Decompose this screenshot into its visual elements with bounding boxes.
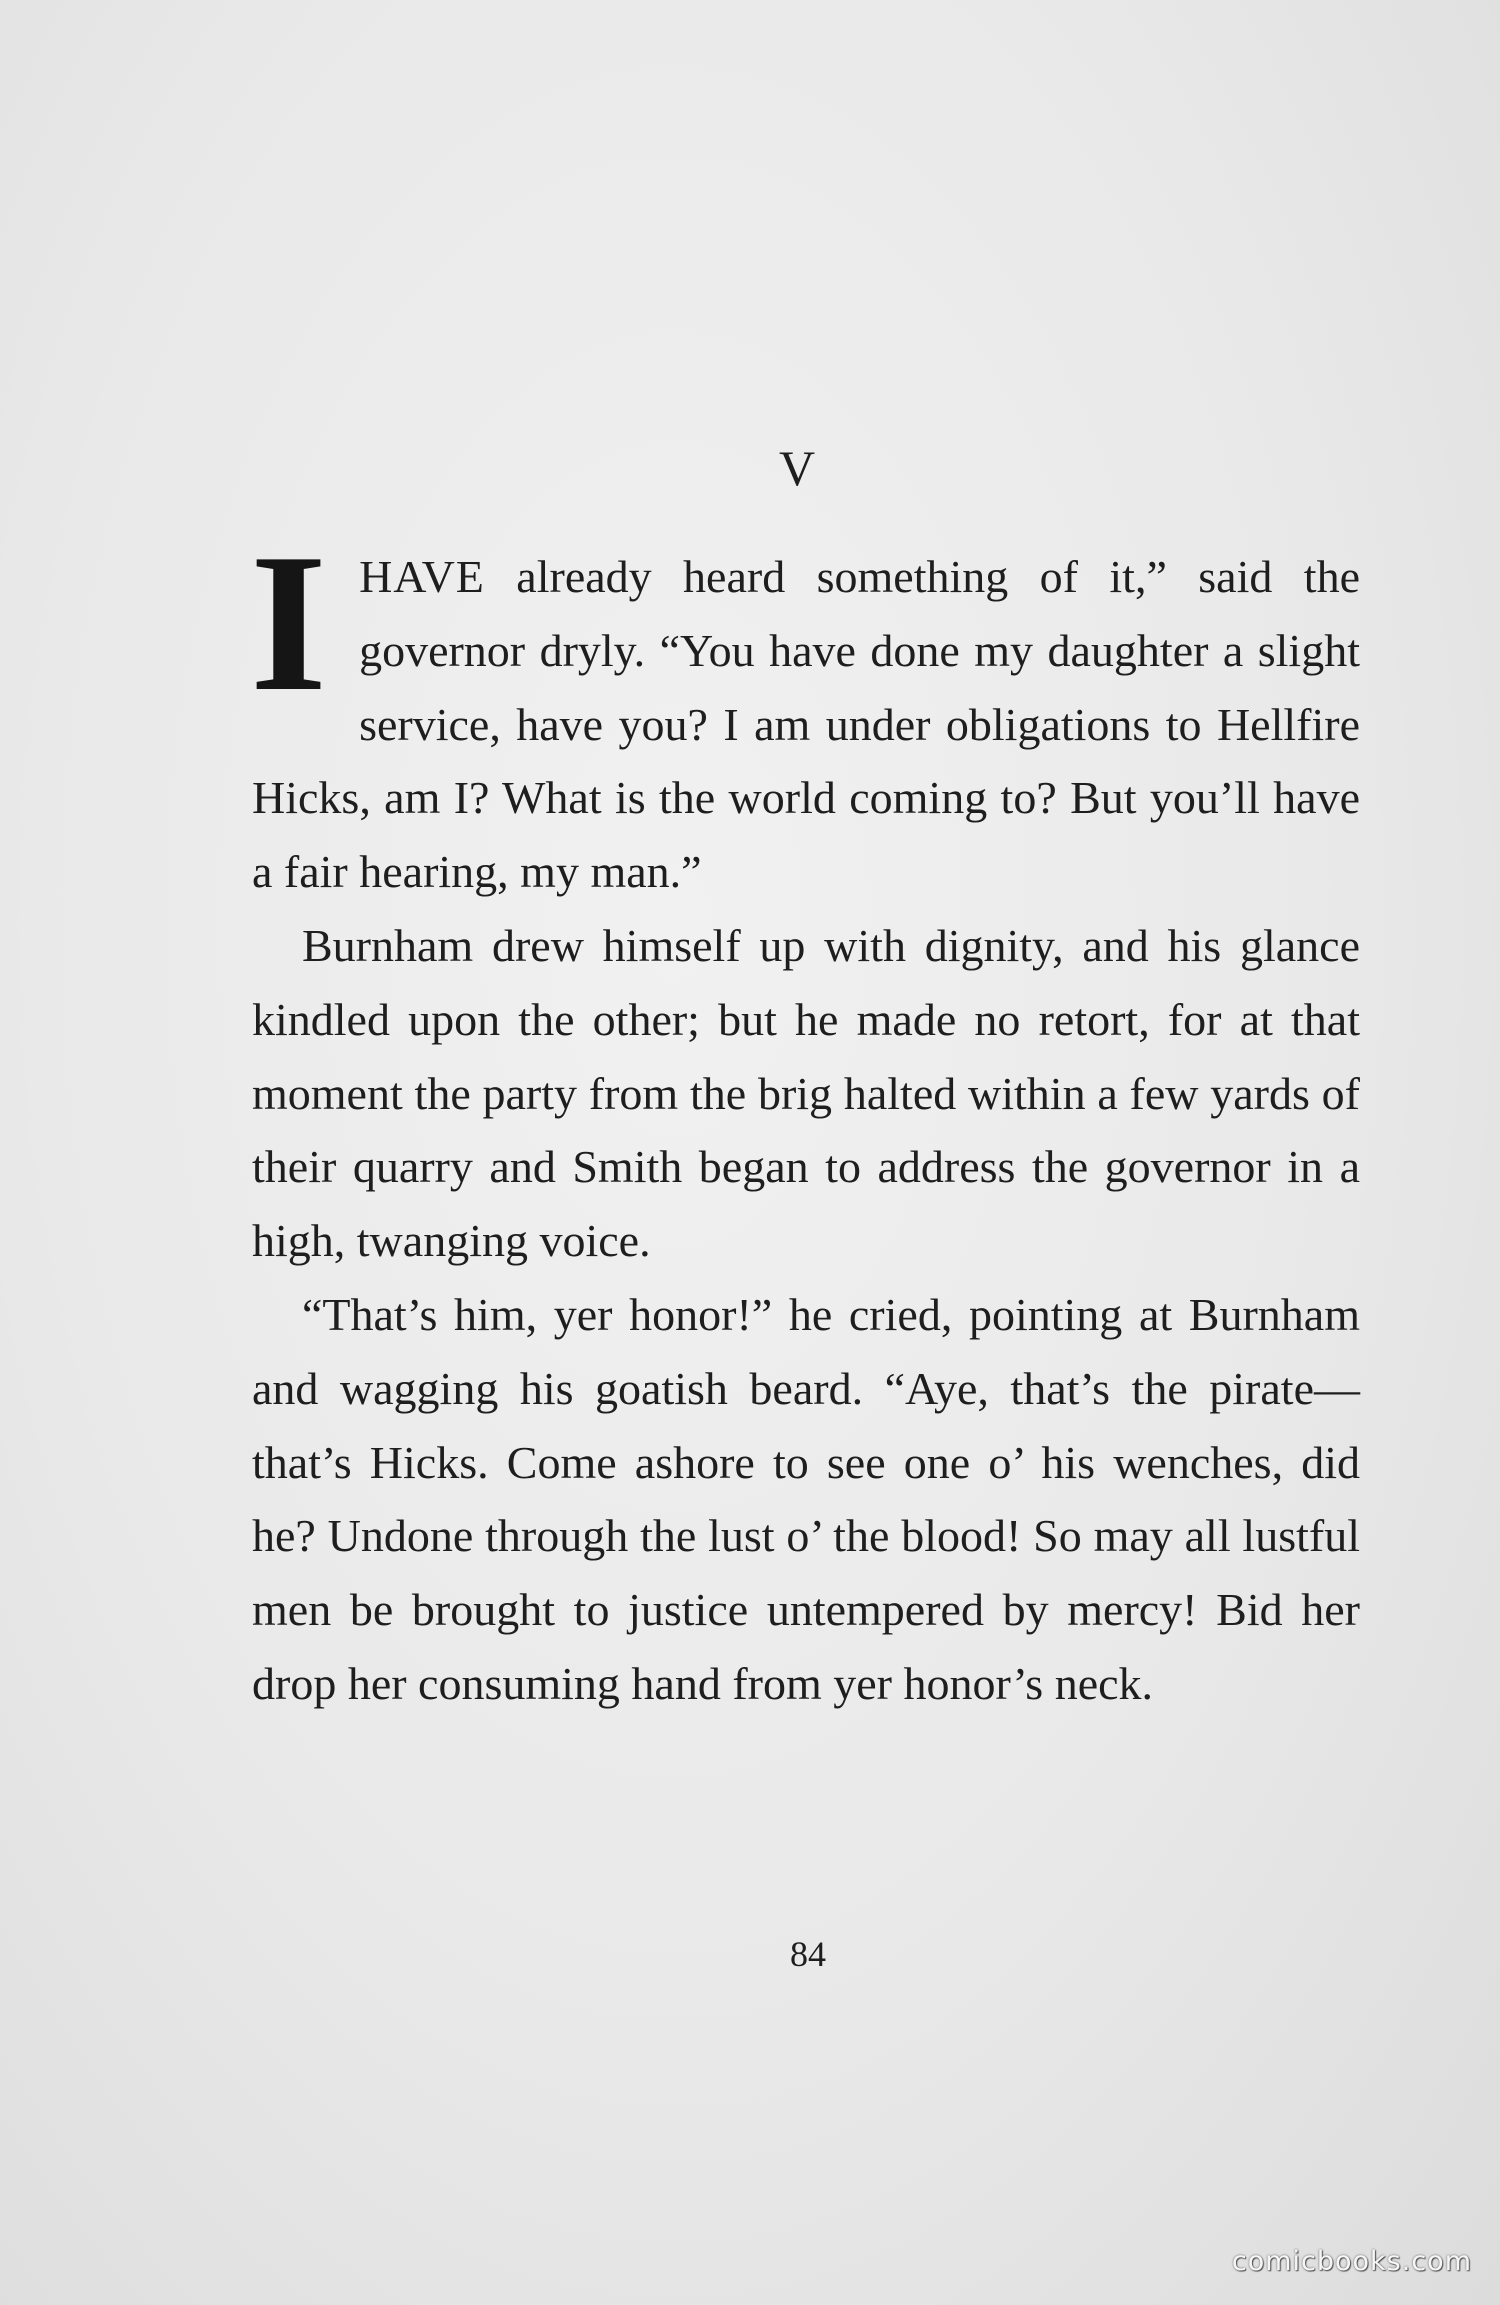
paragraph-2: Burnham drew himself up with dignity, and his glance kindled upon the other; but he made no retort, for at that moment the party from the brig halted within a few yards of their quarry and Smith began to address the governor in a high, twanging voice. <box>252 919 1360 1267</box>
paragraph-1-text: already heard something of it,” said the governor dryly. “You have done my daughter a slight service, have you? I am under obligations to Hellfire Hicks, am I? What is the world coming to? But you’ll have a fair hearing, my man.” <box>252 551 1360 898</box>
drop-cap-letter: I <box>250 513 328 732</box>
watermark: comicbooks.com <box>1231 2246 1472 2277</box>
body-text <box>250 513 1360 1721</box>
chapter-heading: V <box>778 440 818 496</box>
paragraph-3: “That’s him, yer honor!” he cried, pointing at Burnham and wagging his goatish beard. “Aye, that’s the pirate—that’s Hicks. Come ashore to see one o’ his wenches, did he? Undone through the lust o’ the blood! So may all lustful men be brought to justice untempered by mercy! Bid her drop her consuming hand from yer honor’s neck. <box>252 1288 1360 1709</box>
paragraph-1 <box>250 513 1360 909</box>
small-caps-opening: HAVE <box>359 551 485 602</box>
page-number: 84 <box>790 1934 826 1974</box>
